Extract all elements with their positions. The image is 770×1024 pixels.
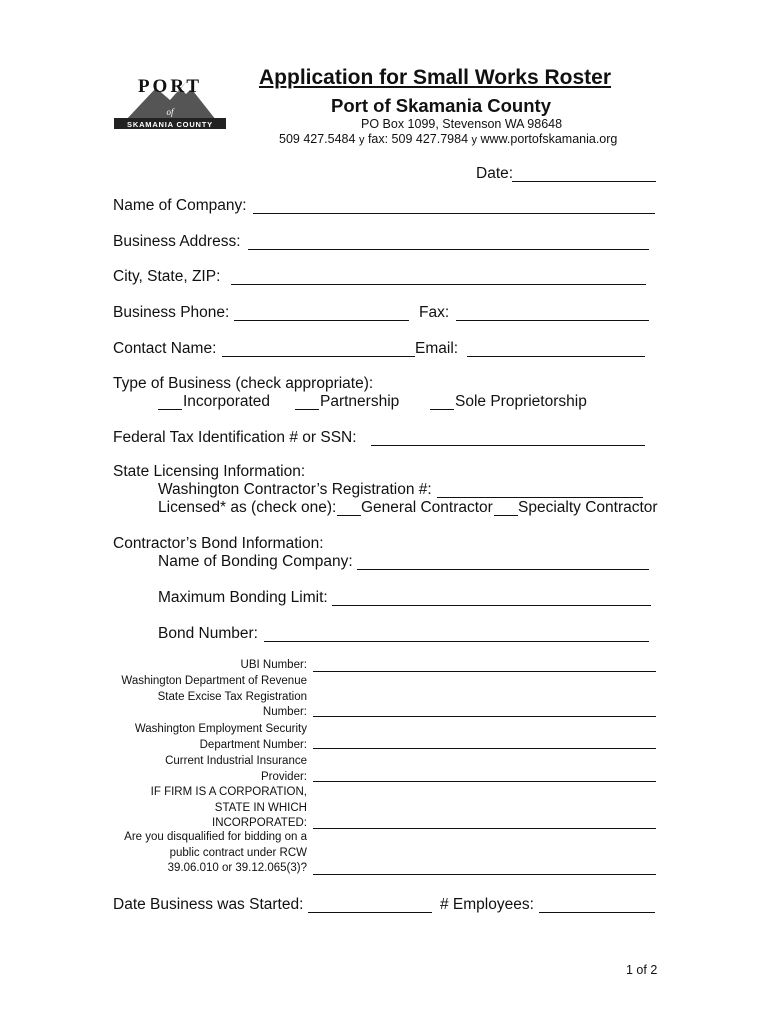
fax-label: Fax: <box>419 304 450 321</box>
sole-proprietorship-option: Sole Proprietorship <box>455 393 587 410</box>
business-phone-label: Business Phone: <box>113 304 230 321</box>
contact-name-line[interactable] <box>222 356 415 357</box>
bond-number-line[interactable] <box>264 641 649 642</box>
disqualified-label <box>124 830 307 877</box>
ubi-line[interactable] <box>313 671 656 672</box>
type-of-business-label: Type of Business (check appropriate): <box>113 375 374 392</box>
city-state-zip-line[interactable] <box>231 284 646 285</box>
insurance-line[interactable] <box>313 781 656 782</box>
email-label: Email: <box>415 340 459 357</box>
logo-of-text: of <box>166 107 174 117</box>
separator: y <box>358 134 365 146</box>
excise-line[interactable] <box>313 716 656 717</box>
federal-tax-id-label: Federal Tax Identification # or SSN: <box>113 429 357 446</box>
corporation-label-line1: IF FIRM IS A CORPORATION, <box>150 786 307 798</box>
org-fax: fax: 509 427.7984 <box>367 132 469 146</box>
org-website: www.portofskamania.org <box>480 132 618 146</box>
ubi-label-line1: UBI Number: <box>240 659 307 671</box>
logo-county-text: SKAMANIA COUNTY <box>127 120 213 129</box>
esd-label <box>135 722 307 753</box>
corporation-label-line2: STATE IN WHICH <box>214 801 307 814</box>
wa-contractor-reg-line[interactable] <box>437 497 643 498</box>
insurance-label-line1: Current Industrial Insurance <box>165 755 307 767</box>
page-number: 1 of 2 <box>626 963 658 977</box>
employees-line[interactable] <box>539 912 655 913</box>
esd-label-line2: Department Number: <box>199 738 307 751</box>
company-name-line[interactable] <box>253 213 655 214</box>
wa-contractor-reg-label: Washington Contractor’s Registration #: <box>158 481 432 498</box>
date-label: Date: <box>476 165 514 182</box>
corporation-label <box>151 785 307 832</box>
company-name-label: Name of Company: <box>113 197 247 214</box>
employees-label: # Employees: <box>440 896 534 913</box>
general-contractor-option: General Contractor <box>361 499 493 516</box>
state-licensing-label: State Licensing Information: <box>113 463 306 480</box>
separator: y <box>471 134 478 146</box>
licensed-as-label: Licensed* as (check one): <box>158 499 337 516</box>
incorporated-option: Incorporated <box>183 393 271 410</box>
org-address: PO Box 1099, Stevenson WA 98648 <box>361 117 563 131</box>
date-line[interactable] <box>512 181 656 182</box>
bond-info-label: Contractor’s Bond Information: <box>113 535 324 552</box>
max-bonding-limit-label: Maximum Bonding Limit: <box>158 589 328 606</box>
form-title: Application for Small Works Roster <box>259 66 612 89</box>
logo-port-text: PORT <box>137 76 203 97</box>
partnership-option: Partnership <box>320 393 400 410</box>
bond-number-label: Bond Number: <box>158 625 258 642</box>
disqualified-line[interactable] <box>313 874 656 875</box>
insurance-label <box>165 754 307 785</box>
fax-line[interactable] <box>456 320 649 321</box>
esd-line[interactable] <box>313 748 656 749</box>
max-bonding-limit-line[interactable] <box>332 605 651 606</box>
business-address-label: Business Address: <box>113 233 241 250</box>
excise-label-line2: State Excise Tax Registration <box>157 690 307 703</box>
incorporated-check-line[interactable] <box>158 409 182 410</box>
excise-label-line1: Washington Department of Revenue <box>121 675 307 687</box>
disqualified-label-line2: public contract under RCW <box>169 846 307 859</box>
port-logo <box>112 70 228 132</box>
org-phone: 509 427.5484 <box>279 132 356 146</box>
business-phone-line[interactable] <box>234 320 409 321</box>
date-started-line[interactable] <box>308 912 432 913</box>
bonding-company-line[interactable] <box>357 569 649 570</box>
date-started-label: Date Business was Started: <box>113 896 304 913</box>
org-name: Port of Skamania County <box>331 95 551 116</box>
federal-tax-id-line[interactable] <box>371 445 645 446</box>
insurance-label-line2: Provider: <box>260 770 307 783</box>
sole-proprietorship-check-line[interactable] <box>430 409 454 410</box>
email-line[interactable] <box>467 356 645 357</box>
specialty-contractor-option: Specialty Contractor <box>518 499 658 516</box>
excise-label <box>121 674 307 721</box>
business-address-line[interactable] <box>248 249 649 250</box>
esd-label-line1: Washington Employment Security <box>134 723 307 735</box>
org-contact-line <box>279 132 617 146</box>
general-contractor-check-line[interactable] <box>337 515 361 516</box>
bonding-company-label: Name of Bonding Company: <box>158 553 353 570</box>
disqualified-label-line1: Are you disqualified for bidding on a <box>124 831 307 843</box>
corporation-line[interactable] <box>313 828 656 829</box>
contact-name-label: Contact Name: <box>113 340 217 357</box>
ubi-label <box>241 658 307 674</box>
corporation-label-line3: INCORPORATED: <box>212 817 307 829</box>
specialty-contractor-check-line[interactable] <box>494 515 518 516</box>
city-state-zip-label: City, State, ZIP: <box>113 268 221 285</box>
partnership-check-line[interactable] <box>295 409 319 410</box>
excise-label-line3: Number: <box>262 706 307 718</box>
disqualified-label-line3: 39.06.010 or 39.12.065(3)? <box>167 862 307 874</box>
